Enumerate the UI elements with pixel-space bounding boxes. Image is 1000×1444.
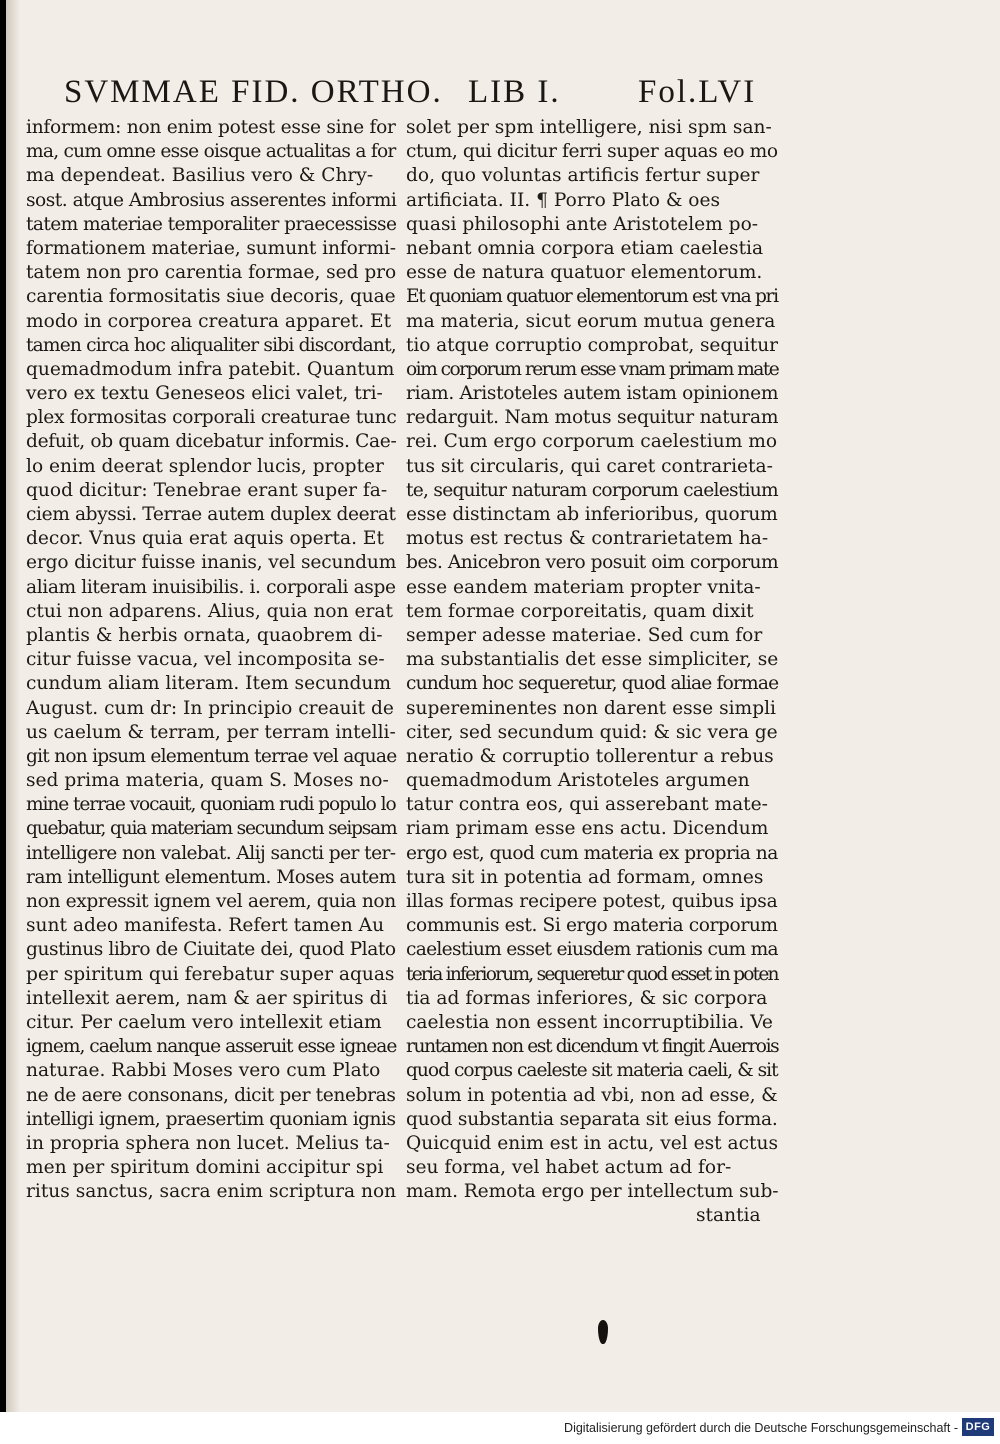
text-line: cundum hoc sequeretur, quod aliae formae bbox=[406, 673, 779, 695]
running-head-book: LIB I. bbox=[468, 74, 561, 110]
text-line: gustinus libro de Ciuitate dei, quod Plato bbox=[26, 939, 396, 961]
text-line: sed prima materia, quam S. Moses no- bbox=[26, 770, 389, 792]
catchword: stantia bbox=[696, 1205, 761, 1227]
text-line: solum in potentia ad vbi, non ad esse, & bbox=[406, 1084, 778, 1106]
dfg-logo-icon: DFG bbox=[962, 1418, 994, 1436]
text-line: riam. Aristoteles autem istam opinionem bbox=[406, 383, 779, 405]
text-line: non expressit ignem vel aerem, quia non bbox=[26, 891, 396, 912]
page-binding-shadow bbox=[6, 0, 20, 1412]
text-line: supereminentes non darent esse simpli bbox=[406, 697, 776, 719]
folio-number: Fol.LVI bbox=[638, 74, 757, 110]
text-line: oim corporum rerum esse vnam primam mate bbox=[406, 358, 779, 380]
text-line: quemadmodum infra patebit. Quantum bbox=[26, 358, 395, 380]
text-line: citer, sed secundum quid: & sic vera ge bbox=[406, 721, 778, 743]
text-line: te, sequitur naturam corporum caelestium bbox=[406, 479, 778, 501]
left-text-column bbox=[26, 116, 396, 1204]
running-head-title: SVMMAE FID. ORTHO. bbox=[64, 74, 443, 110]
text-line: ma dependeat. Basilius vero & Chry- bbox=[26, 165, 374, 187]
text-line: tus sit circularis, qui caret contrarieta- bbox=[406, 455, 773, 477]
text-line: Et quoniam quatuor elementorum est vna pri bbox=[406, 286, 778, 308]
text-line: bes. Anicebron vero posuit oim corporum bbox=[406, 552, 779, 574]
text-line: ctum, qui dicitur ferri super aquas eo mo bbox=[406, 141, 778, 163]
text-line: esse distinctam ab inferioribus, quorum bbox=[406, 504, 778, 525]
text-line: mam. Remota ergo per intellectum sub- bbox=[406, 1181, 779, 1203]
text-line: quemadmodum Aristoteles argumen bbox=[406, 770, 750, 792]
text-line: plex formositas corporali creaturae tunc bbox=[26, 407, 397, 429]
text-line: us caelum & terram, per terram intelli- bbox=[26, 721, 396, 743]
text-line: tatem non pro carentia formae, sed pro bbox=[26, 262, 397, 284]
text-line: cundum aliam literam. Item secundum bbox=[26, 673, 391, 695]
text-line: tio atque corruptio comprobat, sequitur bbox=[406, 334, 778, 356]
text-line: motus est rectus & contrarietatem ha- bbox=[406, 528, 769, 550]
text-line: vero ex textu Geneseos elici valet, tri- bbox=[26, 383, 383, 405]
text-line: illas formas recipere potest, quibus ipsa bbox=[406, 891, 778, 912]
text-line: carentia formositatis siue decoris, quae bbox=[26, 286, 396, 308]
text-line: tura sit in potentia ad formam, omnes bbox=[406, 866, 764, 888]
text-line: tem formae corporeitatis, quam dixit bbox=[406, 600, 754, 622]
text-line: quod corpus caeleste sit materia caeli, & sit bbox=[406, 1060, 778, 1082]
text-line: citur. Per caelum vero intellexit etiam bbox=[26, 1011, 382, 1033]
text-line: esse de natura quatuor elementorum. bbox=[406, 262, 763, 284]
text-line: artificiata. II. ¶ Porro Plato & oes bbox=[406, 189, 721, 211]
text-line: ciem abyssi. Terrae autem duplex deerat bbox=[26, 504, 396, 525]
text-line: tia ad formas inferiores, & sic corpora bbox=[406, 987, 768, 1009]
text-line: runtamen non est dicendum vt fingit Auerrois bbox=[406, 1036, 779, 1058]
text-line: per spiritum qui ferebatur super aquas bbox=[26, 963, 395, 985]
text-line: semper adesse materiae. Sed cum for bbox=[406, 624, 763, 646]
text-line: modo in corporea creatura apparet. Et bbox=[26, 310, 392, 332]
text-line: solet per spm intelligere, nisi spm san- bbox=[406, 117, 772, 138]
digitization-footer bbox=[0, 1412, 1000, 1444]
text-line: ma substantialis det esse simpliciter, se bbox=[406, 649, 779, 671]
right-text-column bbox=[406, 116, 778, 1229]
text-line: decor. Vnus quia erat aquis operta. Et bbox=[26, 528, 384, 550]
text-line: naturae. Rabbi Moses vero cum Plato bbox=[26, 1060, 381, 1082]
text-line: sost. atque Ambrosius asserentes informi bbox=[26, 189, 397, 211]
text-line: formationem materiae, sumunt informi- bbox=[26, 237, 396, 259]
text-line: ignem, caelum nanque asseruit esse igneae bbox=[26, 1036, 397, 1058]
text-line: caelestia non essent incorruptibilia. Ve bbox=[406, 1011, 773, 1033]
text-line: quasi philosophi ante Aristotelem po- bbox=[406, 213, 759, 235]
text-line: communis est. Si ergo materia corporum bbox=[406, 915, 778, 937]
text-line: caelestium esset eiusdem rationis cum ma bbox=[406, 939, 778, 961]
text-line: quod substantia separata sit eius forma. bbox=[406, 1108, 778, 1130]
text-line: August. cum dr: In principio creauit de bbox=[26, 697, 394, 719]
text-line: defuit, ob quam dicebatur informis. Cae- bbox=[26, 431, 397, 453]
text-line: ctui non adparens. Alius, quia non erat bbox=[26, 600, 393, 622]
text-line: ritus sanctus, sacra enim scriptura non bbox=[26, 1181, 397, 1203]
text-line: esse eandem materiam propter vnita- bbox=[406, 576, 761, 598]
text-line: ergo dicitur fuisse inanis, vel secundum bbox=[26, 552, 397, 574]
text-line: riam primam esse ens actu. Dicendum bbox=[406, 818, 769, 840]
text-line: men per spiritum domini accipitur spi bbox=[26, 1157, 384, 1179]
text-line: teria inferiorum, sequeretur quod esset in poten bbox=[406, 963, 778, 985]
text-line: sunt adeo manifesta. Refert tamen Au bbox=[26, 915, 385, 937]
text-line: tatur contra eos, qui asserebant mate- bbox=[406, 794, 768, 816]
text-line: plantis & herbis ornata, quaobrem di- bbox=[26, 624, 383, 646]
text-line: git non ipsum elementum terrae vel aquae bbox=[26, 745, 397, 767]
text-line: aliam literam inuisibilis. i. corporali aspe bbox=[26, 576, 396, 598]
text-line: ram intelligunt elementum. Moses autem bbox=[26, 866, 396, 888]
text-line: neratio & corruptio tollerentur a rebus bbox=[406, 745, 774, 767]
text-line: mine terrae vocauit, quoniam rudi populo lo bbox=[26, 794, 396, 816]
text-line: Quicquid enim est in actu, vel est actus bbox=[406, 1132, 778, 1154]
text-line: ne de aere consonans, dicit per tenebras bbox=[26, 1084, 396, 1106]
footer-credit: Digitalisierung gefördert durch die Deutsche Forschungsgemeinschaft - bbox=[564, 1421, 958, 1435]
text-line: nebant omnia corpora etiam caelestia bbox=[406, 237, 764, 259]
text-line: intellexit aerem, nam & aer spiritus di bbox=[26, 987, 388, 1009]
text-line: ma materia, sicut eorum mutua genera bbox=[406, 310, 776, 332]
text-line: tamen circa hoc aliqualiter sibi discordant, bbox=[26, 334, 396, 356]
text-line: redarguit. Nam motus sequitur naturam bbox=[406, 407, 779, 429]
text-line: quod dicitur: Tenebrae erant super fa- bbox=[26, 479, 388, 501]
text-line: in propria sphera non lucet. Melius ta- bbox=[26, 1132, 390, 1154]
text-line: informem: non enim potest esse sine for bbox=[26, 117, 396, 138]
text-line: tatem materiae temporaliter praecessisse bbox=[26, 213, 397, 235]
text-line: rei. Cum ergo corporum caelestium mo bbox=[406, 431, 778, 453]
book-page bbox=[6, 0, 1000, 1412]
text-line: quebatur, quia materiam secundum seipsam bbox=[26, 818, 397, 840]
text-line: seu forma, vel habet actum ad for- bbox=[406, 1157, 732, 1179]
signature-mark-icon bbox=[598, 1320, 608, 1344]
text-line: ma, cum omne esse oisque actualitas a for bbox=[26, 141, 396, 163]
text-line: do, quo voluntas artificis fertur super bbox=[406, 165, 760, 187]
text-line: citur fuisse vacua, vel incomposita se- bbox=[26, 649, 385, 671]
text-line: lo enim deerat splendor lucis, propter bbox=[26, 455, 384, 477]
text-line: intelligi ignem, praesertim quoniam ignis bbox=[26, 1108, 396, 1130]
text-line: ergo est, quod cum materia ex propria na bbox=[406, 842, 778, 864]
text-line: intelligere non valebat. Alij sancti per ter- bbox=[26, 842, 396, 864]
